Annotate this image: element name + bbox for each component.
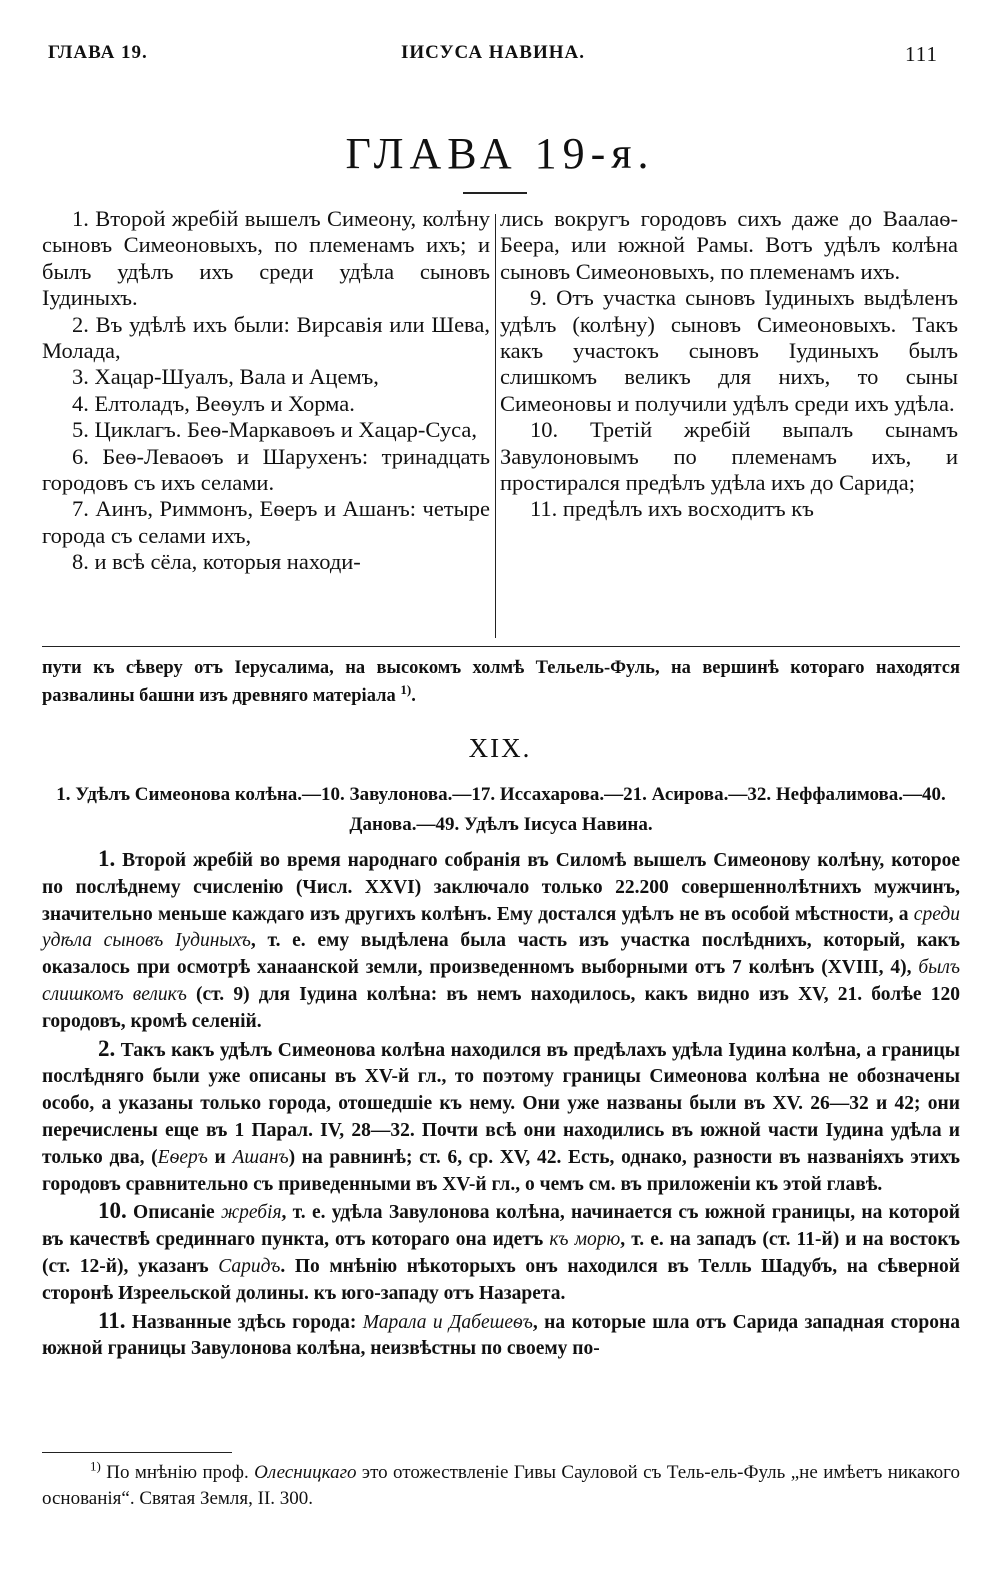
commentary-paragraph bbox=[42, 846, 960, 1036]
footnote-author: Олесницкаго bbox=[254, 1462, 357, 1483]
section-summary: 1. Удѣлъ Симеонова колѣна.—10. Завулонова.—17. Иссахарова.—21. Асирова.—32. Неффалимова.—40. Данова.—49. Удѣлъ Іисуса Навина. bbox=[56, 784, 946, 835]
commentary-text: Описаніе bbox=[133, 1202, 221, 1224]
carryover-end: . bbox=[411, 686, 416, 706]
commentary-text: , т. е. удѣла Завулонова колѣна, начинается съ южной границы, на которой въ качествѣ срединнаго пункта, отъ котораго она идетъ bbox=[42, 1202, 961, 1251]
verse: 7. Аинъ, Риммонъ, Еѳеръ и Ашанъ: четыре города съ селами ихъ, bbox=[42, 496, 490, 548]
footnote-mark: 1) bbox=[90, 1458, 101, 1474]
commentary bbox=[42, 846, 960, 1363]
scripture-column-right bbox=[500, 206, 958, 523]
header-book-title: ІИСУСА НАВИНА. bbox=[400, 42, 586, 63]
commentary-text: (ст. 9) для Іудина колѣна: въ немъ находилось, какъ видно изъ XV, 21. болѣе 120 городовъ, кромѣ селеній. bbox=[42, 983, 960, 1032]
verse-continuation: лись вокругъ городовъ сихъ даже до Ваалаѳ-Беера, или южной Рамы. Вотъ удѣлъ колѣна сыновъ Симеоновыхъ, по племенамъ ихъ. bbox=[500, 206, 958, 284]
commentary-quote: среди удѣла сыновъ Іудиныхъ bbox=[42, 903, 960, 952]
column-divider bbox=[495, 214, 496, 638]
commentary-text: Такъ какъ удѣлъ Симеонова колѣна находился въ предѣлахъ удѣла Іудина колѣна, а границы послѣдняго были уже описаны въ XV-й гл., то поэтому границы Симеонова колѣна не обозначены особо, а указаны только города, отошедшіе къ нему. Они уже названы были въ XV. 26—32 и 42; они перечислены еще въ 1 Парал. IV, 28—32. Почти всѣ они находились въ южной части Іудина удѣла и только два, ( bbox=[42, 1039, 960, 1168]
footnote-text-after: это отожествленіе Гивы Сауловой съ Тель-ель-Фуль „не имѣетъ никакого основанія“. Святая Земля, II. 300. bbox=[42, 1462, 960, 1509]
commentary-paragraph bbox=[42, 1036, 960, 1199]
scripture-columns bbox=[42, 206, 960, 642]
running-header bbox=[48, 42, 938, 72]
commentary-text: , т. е. на западъ (ст. 11-й) и на востокъ (ст. 12-й), указанъ bbox=[42, 1229, 960, 1277]
commentary-verse-number: 10. bbox=[98, 1198, 127, 1224]
footnote bbox=[42, 1460, 960, 1512]
verse: 10. Третій жребій выпалъ сынамъ Завулоновымъ по племенамъ ихъ, и простирался предѣлъ удѣла ихъ до Сарида; bbox=[500, 417, 958, 496]
scripture-column-left bbox=[42, 206, 490, 576]
title-rule bbox=[463, 192, 527, 194]
commentary-quote: Еѳеръ bbox=[157, 1146, 208, 1168]
verse: 2. Въ удѣлѣ ихъ были: Вирсавія или Шева, Молада, bbox=[42, 311, 490, 364]
verse: 9. Отъ участка сыновъ Іудиныхъ выдѣленъ удѣлъ (колѣну) сыновъ Симеоновыхъ. Такъ какъ участокъ сыновъ Іудиныхъ былъ слишкомъ великъ для нихъ, то сыны Симеоновы и получили удѣлъ среди ихъ удѣла. bbox=[500, 285, 958, 416]
footnote-paragraph bbox=[42, 1460, 960, 1512]
carryover-text: пути къ сѣверу отъ Іерусалима, на высокомъ холмѣ Тельель-Фуль, на вершинѣ котораго находятся развалины башни изъ древняго матеріала bbox=[42, 658, 960, 706]
commentary-paragraph bbox=[42, 1198, 960, 1307]
commentary-text: и bbox=[207, 1146, 233, 1168]
commentary-quote: Ашанъ bbox=[232, 1146, 289, 1168]
commentary-quote: жребія bbox=[220, 1202, 282, 1224]
commentary-quote: былъ слишкомъ великъ bbox=[42, 957, 960, 1005]
verse: 11. предѣлъ ихъ восходитъ къ bbox=[530, 496, 814, 522]
commentary-verse-number: 1. bbox=[98, 846, 116, 871]
commentary-text: , т. е. ему выдѣлена была часть изъ участка послѣднихъ, который, какъ оказалось при осмотрѣ ханаанской земли, произведенномъ выборными отъ 7 колѣнъ (XVIII, 4), bbox=[42, 930, 961, 979]
footnote-rule bbox=[42, 1452, 232, 1453]
page-number: 111 bbox=[905, 42, 938, 66]
commentary-quote: къ морю bbox=[549, 1229, 621, 1251]
verse: 5. Циклагъ. Беѳ-Маркавоѳъ и Хацар-Суса, bbox=[72, 417, 477, 443]
carryover-note bbox=[42, 654, 960, 710]
commentary-text: Второй жребій во время народнаго собранія въ Силомѣ вышелъ Симеонову колѣну, которое по послѣднему счисленію (Числ. XXVI) заключало только 22.200 совершеннолѣтнихъ мужчинъ, значительно меньше каждаго изъ другихъ колѣнъ. Ему достался удѣлъ не въ особой мѣстности, а bbox=[42, 850, 960, 925]
columns-bottom-rule bbox=[42, 646, 960, 647]
commentary-text: , на которые шла отъ Сарида западная сторона южной границы Завулонова колѣна, неизвѣстны по своему по- bbox=[42, 1311, 960, 1360]
commentary-text: . По мнѣнію нѣкоторыхъ онъ находился въ Телль Шадубъ, на сѣверной сторонѣ Изреельской долины. къ юго-западу отъ Назарета. bbox=[42, 1255, 960, 1304]
section-number: XIX. bbox=[468, 733, 532, 763]
verse: 3. Хацар-Шуалъ, Вала и Ацемъ, bbox=[72, 364, 379, 390]
footnote-text-before: По мнѣнію проф. bbox=[100, 1462, 255, 1483]
verse: 8. и всѣ сёла, которыя находи- bbox=[72, 549, 361, 575]
commentary-verse-number: 2. bbox=[98, 1035, 116, 1061]
header-chapter: ГЛАВА 19. bbox=[48, 42, 148, 63]
commentary-quote: Марала и Дабешеѳъ bbox=[362, 1311, 533, 1333]
verse: 6. Беѳ-Леваоѳъ и Шарухенъ: тринадцать городовъ съ ихъ селами. bbox=[42, 443, 490, 496]
commentary-verse-number: 11. bbox=[98, 1307, 126, 1333]
chapter-title: ГЛАВА 19-я. bbox=[345, 129, 655, 178]
commentary-text: Названные здѣсь города: bbox=[131, 1311, 363, 1333]
footnote-ref: 1) bbox=[400, 681, 412, 697]
commentary-quote: Саридъ bbox=[218, 1255, 281, 1277]
verse: 4. Елтоладъ, Веѳулъ и Хорма. bbox=[72, 390, 355, 416]
commentary-text: ) на равнинѣ; ст. 6, ср. XV, 42. Есть, однако, разности въ названіяхъ этихъ городовъ сравнительно съ приведенными въ XV-й гл., о чемъ см. въ приложеніи къ этой главѣ. bbox=[42, 1146, 961, 1195]
verse: 1. Второй жребій вышелъ Симеону, колѣну сыновъ Симеоновыхъ, по племенамъ ихъ; и былъ удѣлъ ихъ среди удѣла сыновъ Іудиныхъ. bbox=[42, 206, 490, 311]
carryover-paragraph bbox=[42, 654, 960, 710]
commentary-paragraph bbox=[42, 1308, 960, 1364]
